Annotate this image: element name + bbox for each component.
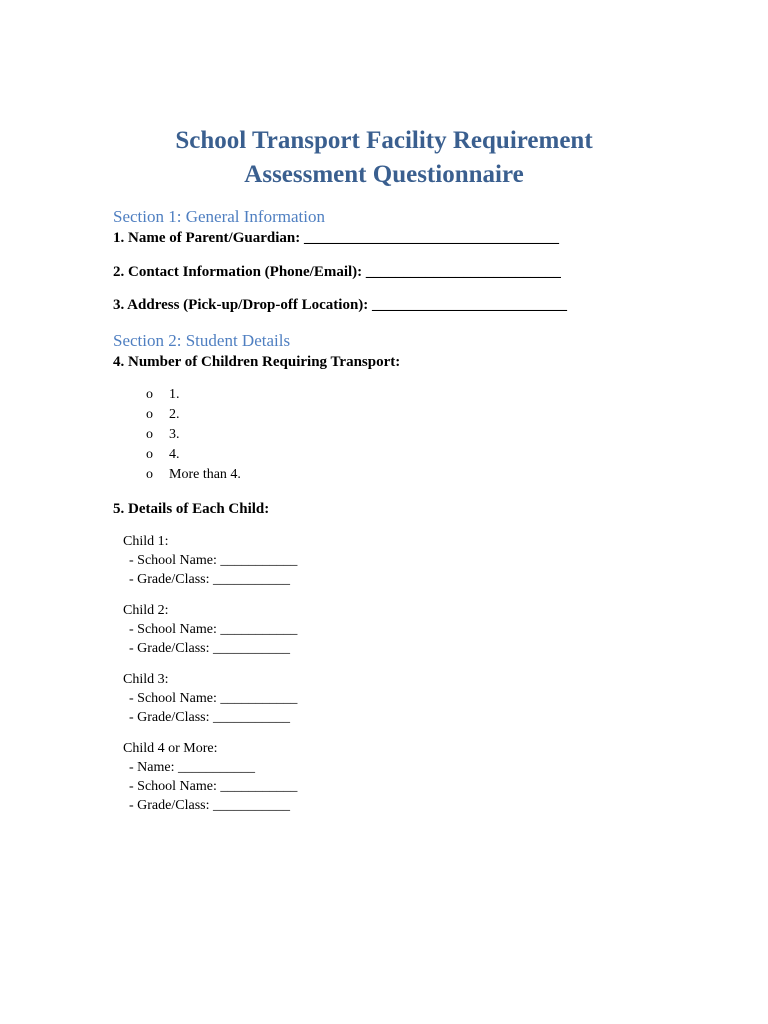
child-school-name: - School Name: ___________ xyxy=(129,553,298,568)
option-2: 2. xyxy=(169,407,180,422)
option-more-than-4: More than 4. xyxy=(169,467,241,482)
option-3: 3. xyxy=(169,427,180,442)
section-1-heading: Section 1: General Information xyxy=(113,207,325,226)
option-bullet: o xyxy=(146,427,153,442)
option-1: 1. xyxy=(169,387,180,402)
child-heading: Child 1: xyxy=(123,534,169,549)
child-grade-class: - Grade/Class: ___________ xyxy=(129,572,290,587)
child-heading: Child 2: xyxy=(123,603,169,618)
document-title-line-1: School Transport Facility Requirement xyxy=(175,127,593,154)
question-address: 3. Address (Pick-up/Drop-off Location): __________________________ xyxy=(113,297,568,313)
child-school-name: - School Name: ___________ xyxy=(129,779,298,794)
child-school-name: - School Name: ___________ xyxy=(129,691,298,706)
option-bullet: o xyxy=(146,387,153,402)
option-bullet: o xyxy=(146,407,153,422)
option-bullet: o xyxy=(146,447,153,462)
section-2-heading: Section 2: Student Details xyxy=(113,331,291,350)
question-parent-name: 1. Name of Parent/Guardian: __________________________________ xyxy=(113,230,559,246)
child-name: - Name: ___________ xyxy=(129,760,255,775)
child-grade-class: - Grade/Class: ___________ xyxy=(129,710,290,725)
option-4: 4. xyxy=(169,447,180,462)
option-bullet: o xyxy=(146,467,153,482)
child-heading: Child 4 or More: xyxy=(123,741,218,756)
child-grade-class: - Grade/Class: ___________ xyxy=(129,641,290,656)
question-number-of-children: 4. Number of Children Requiring Transport: xyxy=(113,354,401,370)
child-grade-class: - Grade/Class: ___________ xyxy=(129,798,290,813)
child-heading: Child 3: xyxy=(123,672,169,687)
document-title-line-2: Assessment Questionnaire xyxy=(244,161,524,188)
child-school-name: - School Name: ___________ xyxy=(129,622,298,637)
question-child-details: 5. Details of Each Child: xyxy=(113,501,270,517)
question-contact-info: 2. Contact Information (Phone/Email): __________________________ xyxy=(113,264,561,280)
